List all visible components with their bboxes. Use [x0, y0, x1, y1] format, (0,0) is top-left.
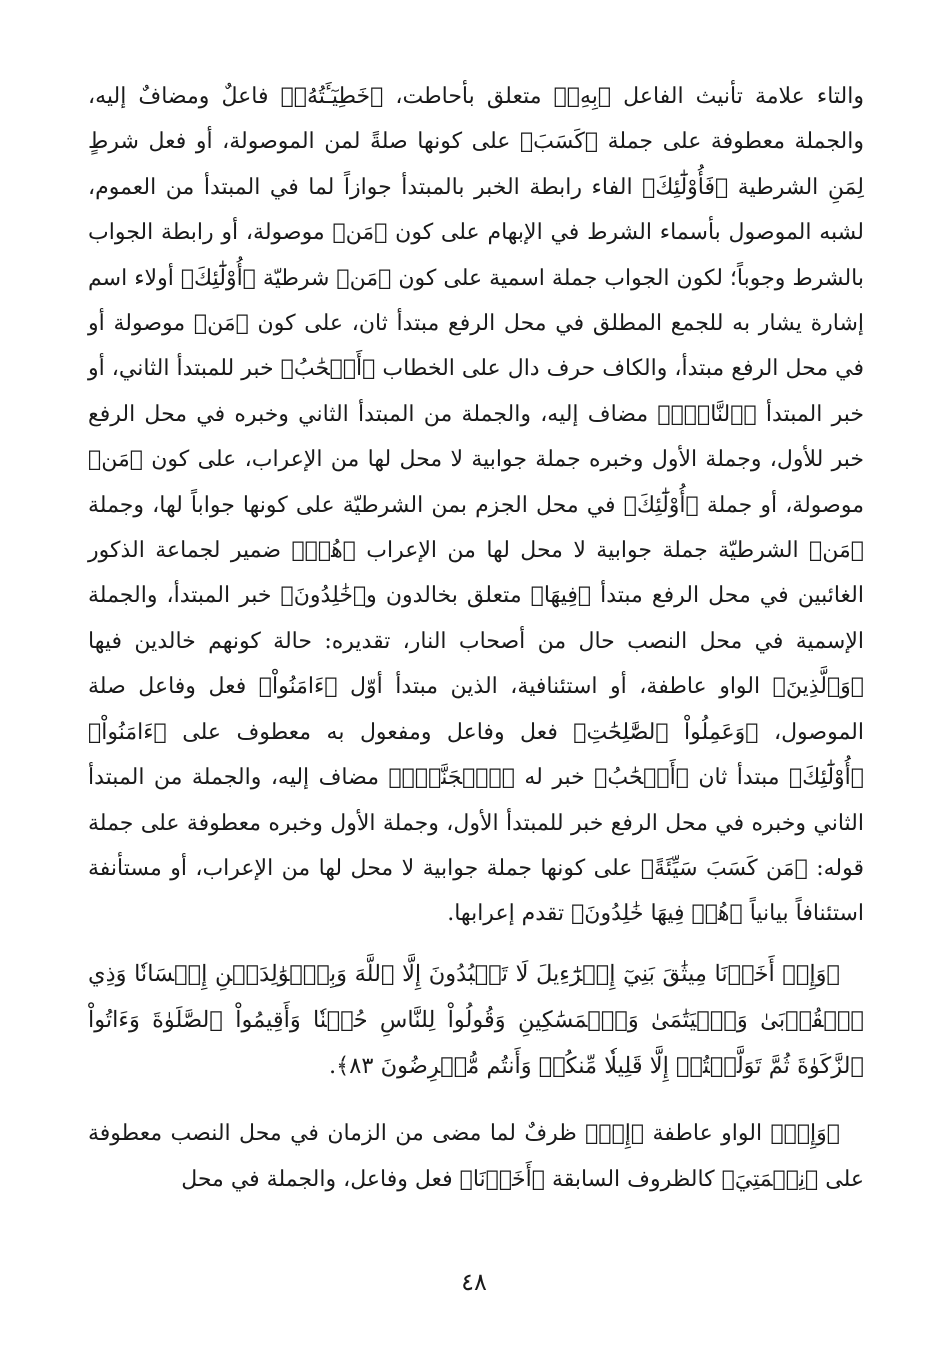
page-content	[88, 74, 864, 1224]
commentary-continuation: ﴿وَإِذۡ﴾ الواو عاطفة ﴿إِذۡ﴾ ظرفٌ لما مضى من الزمان في محل النصب معطوفة على ﴿نِعۡمَتِيَ﴾ كالظروف السابقة ﴿أَخَذۡنَا﴾ فعل وفاعل، والجملة في محل	[88, 1121, 864, 1192]
page-number: ٤٨	[461, 1268, 487, 1296]
commentary-paragraph: والتاء علامة تأنيث الفاعل ﴿بِهِۦ﴾ متعلق بأحاطت، ﴿خَطِيٓـَٔتُهُۥ﴾ فاعلٌ ومضافٌ إليه، والجملة معطوفة على جملة ﴿كَسَبَ﴾ على كونها صلةً لمن الموصولة، أو فعل شرطٍ لِمَنِ الشرطية ﴿فَأُوْلَٰٓئِكَ﴾ الفاء رابطة الخبر بالمبتدأ جوازاً لما في المبتدأ من العموم، لشبه الموصول بأسماء الشرط في الإبهام على كون ﴿مَن﴾ موصولة، أو رابطة الجواب بالشرط وجوباً؛ لكون الجواب جملة اسمية على كون ﴿مَن﴾ شرطيّة ﴿أُوْلَٰٓئِكَ﴾ أولاء اسم إشارة يشار به للجمع المطلق في محل الرفع مبتدأ ثان، على كون ﴿مَن﴾ موصولة أو في محل الرفع مبتدأ، والكاف حرف دال على الخطاب ﴿أَصۡحَٰبُ﴾ خبر للمبتدأ الثاني، أو خبر المبتدأ ﴿ٱلنَّارِۖ﴾ مضاف إليه، والجملة من المبتدأ الثاني وخبره في محل الرفع خبر للأول، وجملة الأول وخبره جملة جوابية لا محل لها من الإعراب، على كون ﴿مَن﴾ موصولة، أو جملة ﴿أُوْلَٰٓئِكَ﴾ في محل الجزم بمن الشرطيّة على كونها جواباً لها، وجملة ﴿مَن﴾ الشرطيّة جملة جوابية لا محل لها من الإعراب ﴿هُمۡ﴾ ضمير لجماعة الذكور الغائبين في محل الرفع مبتدأ ﴿فِيهَا﴾ متعلق بخالدون و﴿خَٰلِدُونَ﴾ خبر المبتدأ، والجملة الإسمية في محل النصب حال من أصحاب النار، تقديره: حالة كونهم خالدين فيها ﴿وَٱلَّذِينَ﴾ الواو عاطفة، أو استئنافية، الذين مبتدأ أوّل ﴿ءَامَنُواْ﴾ فعل وفاعل صلة الموصول، ﴿وَعَمِلُواْ ٱلصَّٰلِحَٰتِ﴾ فعل وفاعل ومفعول به معطوف على ﴿ءَامَنُواْ﴾ ﴿أُوْلَٰٓئِكَ﴾ مبتدأ ثان ﴿أَصۡحَٰبُ﴾ خبر له ﴿ٱلۡجَنَّةِۖ﴾ مضاف إليه، والجملة من المبتدأ الثاني وخبره في محل الرفع خبر للمبتدأ الأول، وجملة الأول وخبره معطوفة على جملة قوله: ﴿مَن كَسَبَ سَيِّئَةً﴾ على كونها جملة جوابية لا محل لها من الإعراب، أو مستأنفة استئنافاً بيانياً ﴿هُمۡ فِيهَا خَٰلِدُونَ﴾ تقدم إعرابها.	[88, 84, 865, 927]
quran-verse: ﴿وَإِذۡ أَخَذۡنَا مِيثَٰقَ بَنِيٓ إِسۡرَٰٓءِيلَ لَا تَعۡبُدُونَ إِلَّا ٱللَّهَ وَبِٱلۡوَٰلِدَيۡنِ إِحۡسَانٗا وَذِي ٱلۡقُرۡبَىٰ وَٱلۡيَتَٰمَىٰ وَٱلۡمَسَٰكِينِ وَقُولُواْ لِلنَّاسِ حُسۡنٗا وَأَقِيمُواْ ٱلصَّلَوٰةَ وَءَاتُواْ ٱلزَّكَوٰةَ ثُمَّ تَوَلَّيۡتُمۡ إِلَّا قَلِيلٗا مِّنكُمۡ وَأَنتُم مُّعۡرِضُونَ ٨٣﴾.	[88, 960, 864, 1079]
